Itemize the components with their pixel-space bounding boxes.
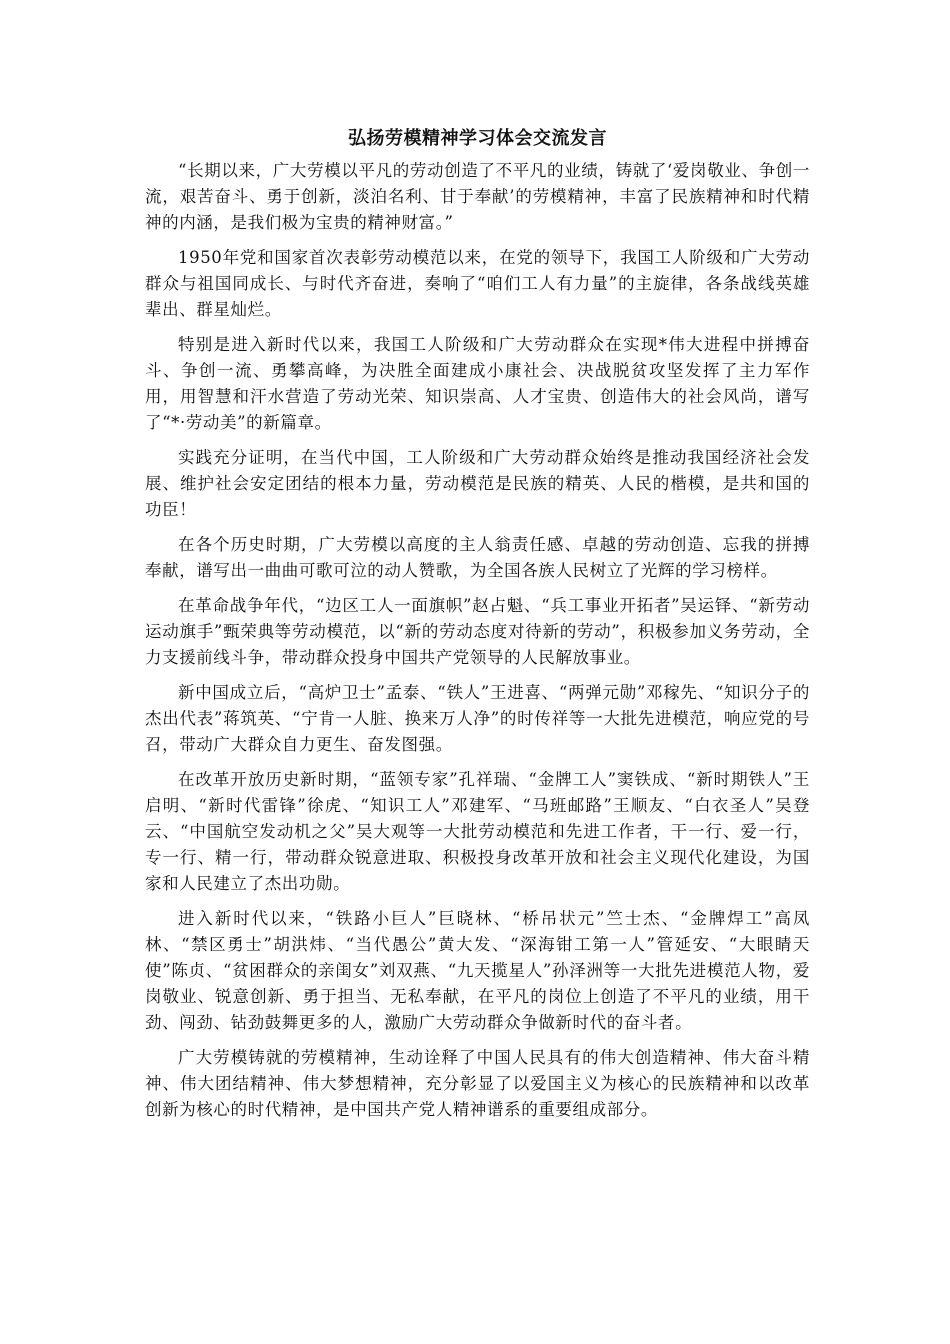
- document-page: [145, 126, 810, 1132]
- paragraph-10: 广大劳模铸就的劳模精神，生动诠释了中国人民具有的伟大创造精神、伟大奋斗精神、伟大团结精神、伟大梦想精神，充分彰显了以爱国主义为核心的民族精神和以改革创新为核心的时代精神，是中国共产党人精神谱系的重要组成部分。: [145, 1048, 810, 1119]
- document-title: 弘扬劳模精神学习体会交流发言: [348, 128, 607, 149]
- paragraph-4: 实践充分证明，在当代中国，工人阶级和广大劳动群众始终是推动我国经济社会发展、维护社会安定团结的根本力量，劳动模范是民族的精英、人民的楷模，是共和国的功臣！: [145, 448, 810, 519]
- paragraph-2: 1950年党和国家首次表彰劳动模范以来，在党的领导下，我国工人阶级和广大劳动群众与祖国同成长、与时代齐奋进，奏响了“咱们工人有力量”的主旋律，各条战线英雄辈出、群星灿烂。: [145, 248, 810, 319]
- paragraph-5: 在各个历史时期，广大劳模以高度的主人翁责任感、卓越的劳动创造、忘我的拼搏奉献，谱写出一曲曲可歌可泣的动人赞歌，为全国各族人民树立了光辉的学习榜样。: [145, 535, 810, 580]
- paragraph-7: 新中国成立后，“高炉卫士”孟泰、“铁人”王进喜、“两弹元勋”邓稼先、“知识分子的杰出代表”蒋筑英、“宁肯一人脏、换来万人净”的时传祥等一大批先进模范，响应党的号召，带动广大群众自力更生、奋发图强。: [145, 683, 810, 754]
- paragraph-3: 特别是进入新时代以来，我国工人阶级和广大劳动群众在实现*伟大进程中拼搏奋斗、争创一流、勇攀高峰，为决胜全面建成小康社会、决战脱贫攻坚发挥了主力军作用，用智慧和汗水营造了劳动光荣、知识崇高、人才宝贵、创造伟大的社会风尚，谱写了“*·劳动美”的新篇章。: [145, 335, 810, 432]
- paragraph-8: 在改革开放历史新时期，“蓝领专家”孔祥瑞、“金牌工人”窦铁成、“新时期铁人”王启明、“新时代雷锋”徐虎、“知识工人”邓建军、“马班邮路”王顺友、“白衣圣人”吴登云、“中国航空发动机之父”吴大观等一大批劳动模范和先进工作者，干一行、爱一行，专一行、精一行，带动群众锐意进取、积极投身改革开放和社会主义现代化建设，为国家和人民建立了杰出功勋。: [145, 770, 810, 893]
- paragraph-1: “长期以来，广大劳模以平凡的劳动创造了不平凡的业绩，铸就了‘爱岗敬业、争创一流，艰苦奋斗、勇于创新，淡泊名利、甘于奉献’的劳模精神，丰富了民族精神和时代精神的内涵，是我们极为宝贵的精神财富。”: [145, 161, 810, 232]
- paragraph-6: 在革命战争年代，“边区工人一面旗帜”赵占魁、“兵工事业开拓者”吴运铎、“新劳动运动旗手”甄荣典等劳动模范，以“新的劳动态度对待新的劳动”，积极参加义务劳动，全力支援前线斗争，带动群众投身中国共产党领导的人民解放事业。: [145, 596, 810, 667]
- paragraph-9: 进入新时代以来，“铁路小巨人”巨晓林、“桥吊状元”竺士杰、“金牌焊工”高凤林、“禁区勇士”胡洪炜、“当代愚公”黄大发、“深海钳工第一人”管延安、“大眼睛天使”陈贞、“贫困群众的亲闺女”刘双燕、“九天揽星人”孙泽洲等一大批先进模范人物，爱岗敬业、锐意创新、勇于担当、无私奉献，在平凡的岗位上创造了不平凡的业绩，用干劲、闯劲、钻劲鼓舞更多的人，激励广大劳动群众争做新时代的奋斗者。: [145, 909, 810, 1032]
